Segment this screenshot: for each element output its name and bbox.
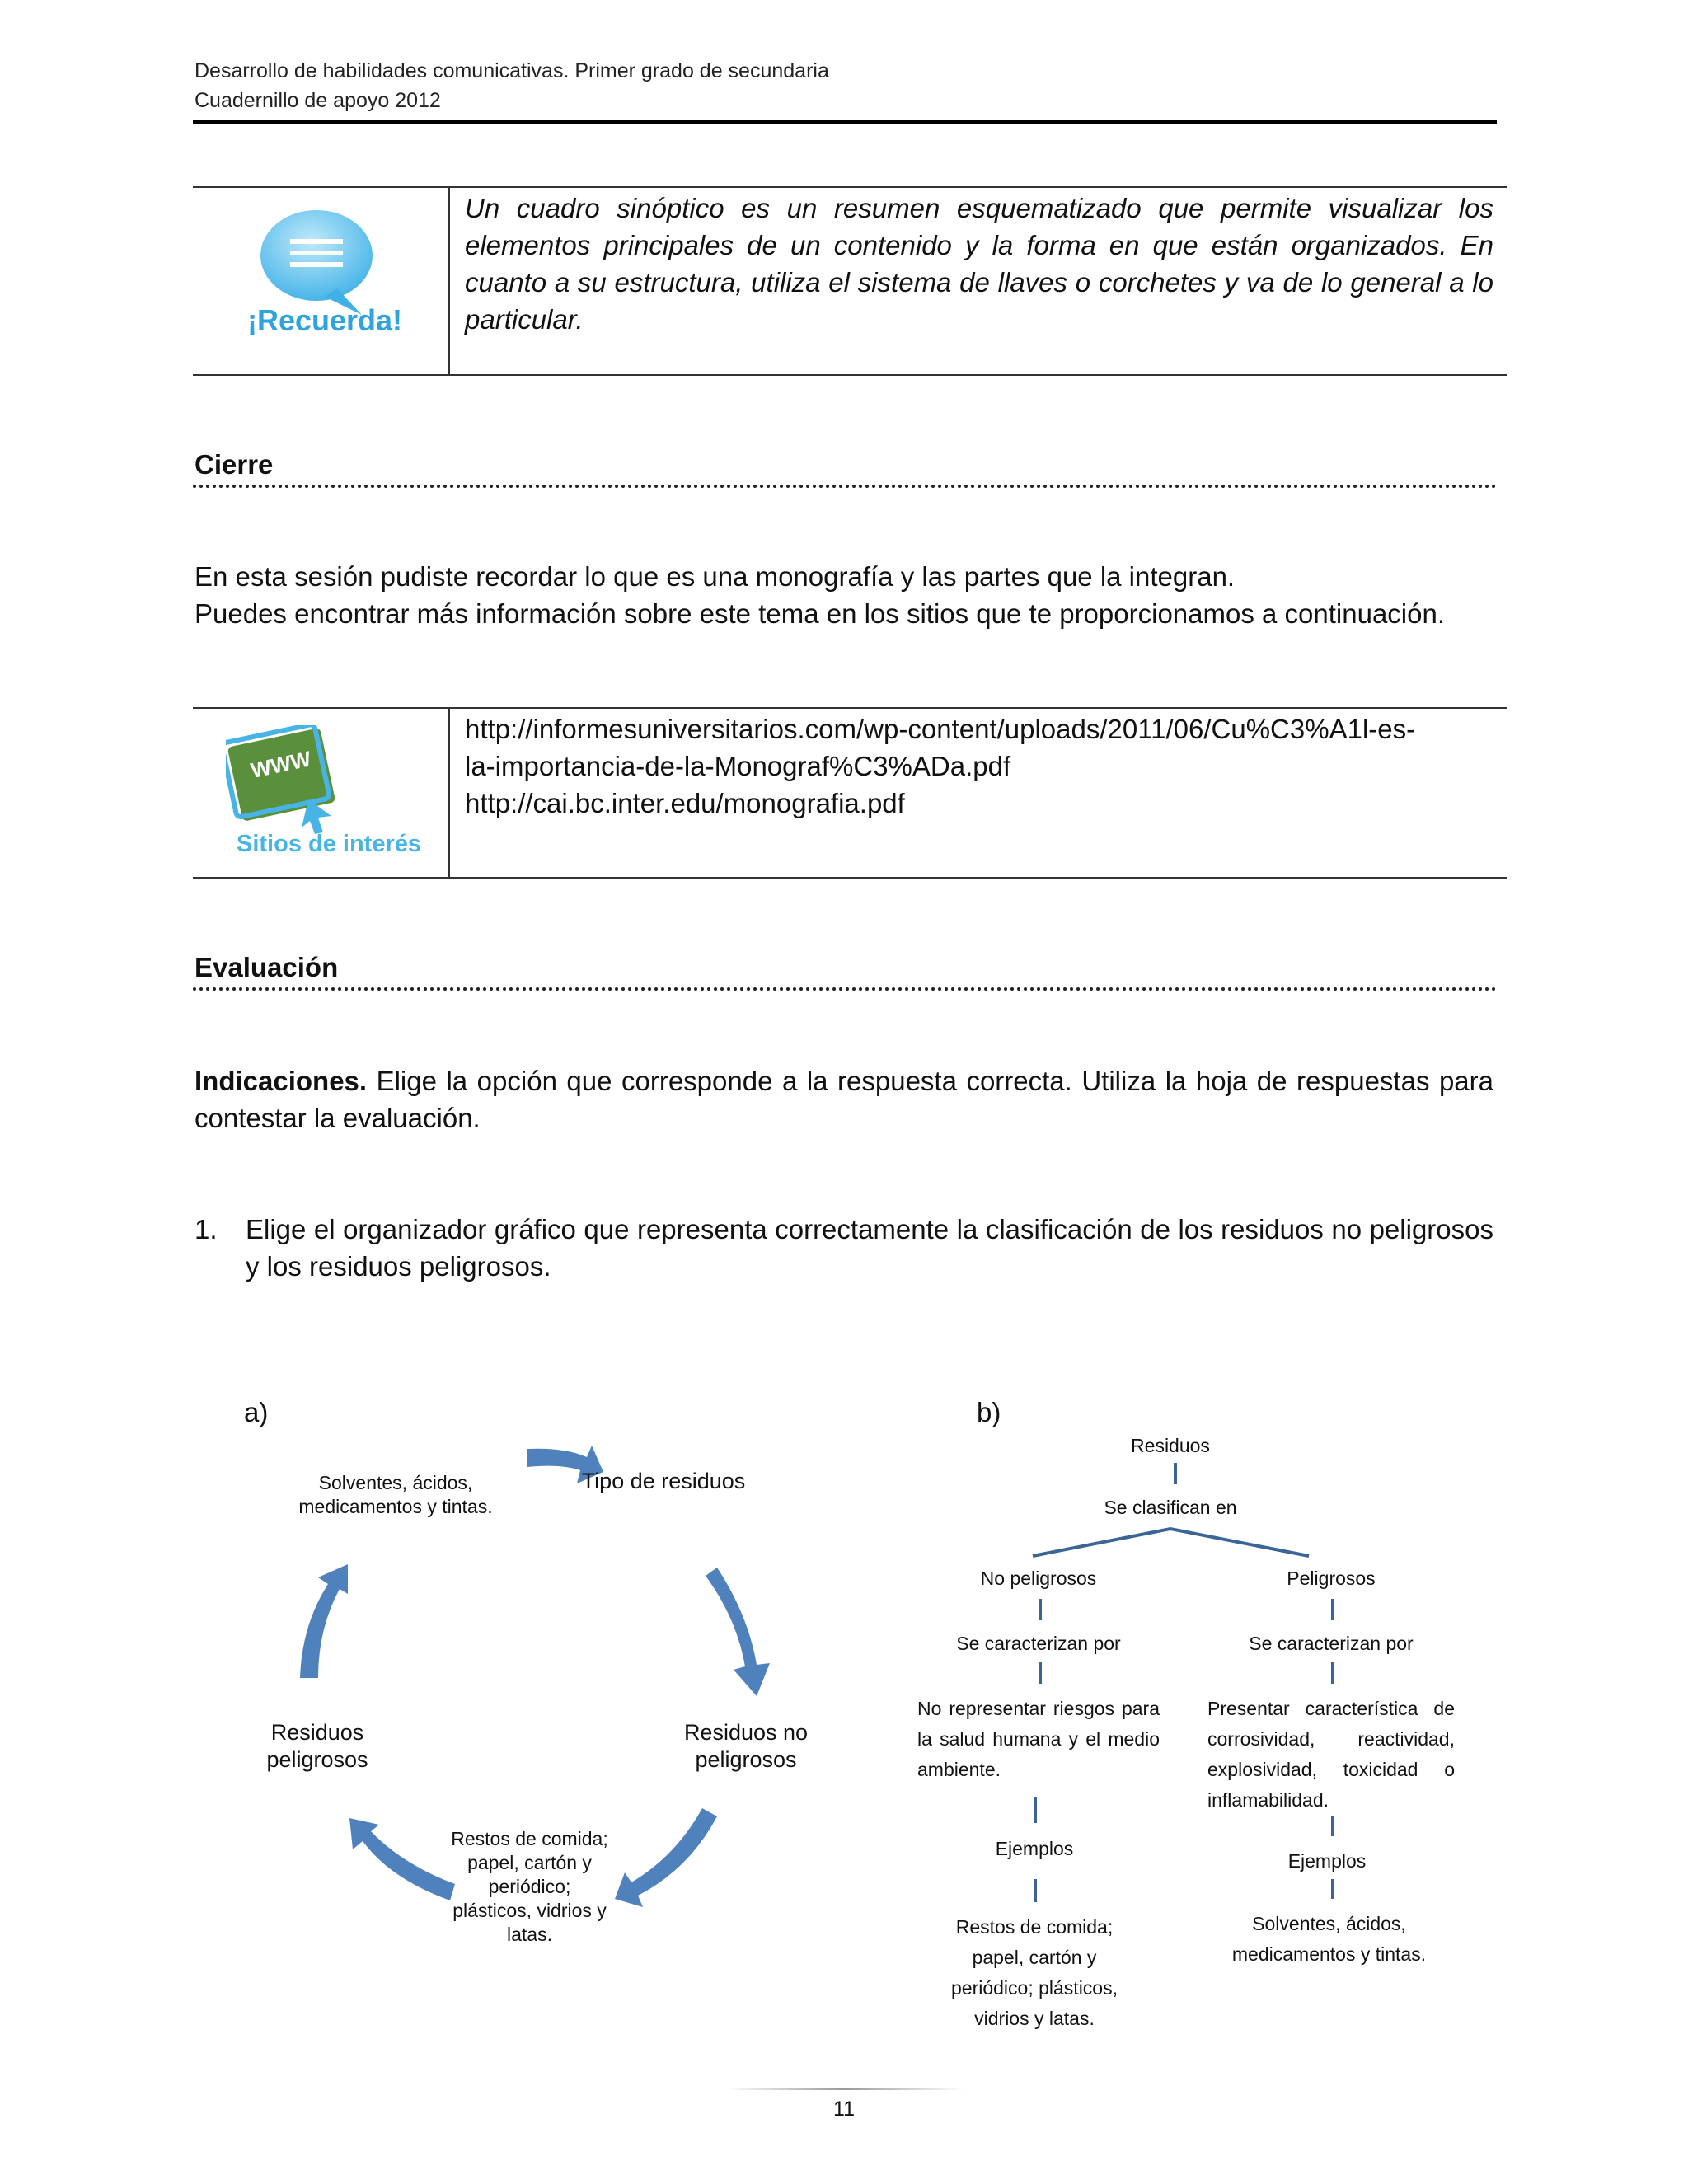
header-rule — [193, 120, 1497, 124]
recuerda-badge-cell — [193, 188, 450, 374]
header-subtitle: Cuadernillo de apoyo 2012 — [195, 89, 441, 112]
arrow-left — [300, 1564, 348, 1678]
tree-connector — [1039, 1662, 1042, 1684]
indicaciones-text: Elige la opción que corresponde a la respuesta correcta. Utiliza la hoja de respuestas para contestar la evaluación. — [195, 1066, 1493, 1133]
cierre-line-1: En esta sesión pudiste recordar lo que es una monografía y las partes que la integran. — [195, 561, 1236, 592]
evaluacion-divider — [193, 987, 1497, 991]
indicaciones — [195, 1062, 1493, 1137]
tree-root: Residuos — [1131, 1435, 1210, 1456]
option-a-label[interactable]: a) — [244, 1397, 269, 1427]
cycle-node-restos: Restos de comida; papel, cartón y periódico; plásticos, vidrios y latas. — [451, 1828, 608, 1945]
cierre-line-2: Puedes encontrar más información sobre este tema en los sitios que te proporcionamos a continuación. — [195, 598, 1446, 629]
link-informes-a[interactable]: http://informesuniversitarios.com/wp-content/uploads/2011/06/Cu%C3%A1l-es- — [465, 714, 1416, 744]
indicaciones-label: Indicaciones. — [195, 1066, 368, 1096]
option-b-label[interactable]: b) — [977, 1397, 1001, 1427]
tree-clasifican: Se clasifican en — [1104, 1497, 1237, 1518]
link-informes-b[interactable]: la-importancia-de-la-Monograf%C3%ADa.pdf — [465, 751, 1011, 781]
tree-desc-left: No representar riesgos para la salud humana y el medio ambiente. — [917, 1698, 1160, 1780]
sitios-label: Sitios de interés — [236, 831, 421, 857]
recuerda-box — [193, 186, 1507, 376]
recuerda-label: ¡Recuerda! — [246, 303, 403, 337]
tree-peligrosos: Peligrosos — [1287, 1568, 1376, 1589]
cycle-node-solventes: Solventes, ácidos, medicamentos y tintas. — [298, 1472, 493, 1517]
tree-connector — [1331, 1599, 1334, 1620]
tree-ejemplos-list-right: Solventes, ácidos, medicamentos y tintas. — [1231, 1913, 1427, 1965]
cierre-divider — [193, 485, 1497, 488]
www-label: WWW — [248, 746, 313, 783]
tree-connector — [1174, 1463, 1177, 1484]
arrow-right — [706, 1568, 770, 1696]
tree-connector — [1331, 1879, 1334, 1899]
footer-rule — [725, 2088, 964, 2090]
tree-branch-lines — [1030, 1525, 1319, 1562]
tree-ejemplos-list-left: Restos de comida; papel, cartón y periódico; plásticos, vidrios y latas. — [951, 1916, 1118, 2029]
cycle-node-peligrosos: Residuos peligrosos — [266, 1720, 368, 1772]
question-1 — [195, 1211, 1493, 1293]
sitios-box — [193, 707, 1507, 879]
arrow-bottom-left — [349, 1818, 455, 1900]
tree-connector — [1034, 1879, 1037, 1902]
page-number: 11 — [833, 2097, 855, 2121]
tree-connector — [1034, 1797, 1037, 1823]
cycle-node-no-peligrosos: Residuos no peligrosos — [683, 1720, 809, 1772]
tree-no-peligrosos: No peligrosos — [980, 1568, 1097, 1589]
tree-connector — [1039, 1599, 1042, 1620]
header-title: Desarrollo de habilidades comunicativas. Primer grado de secundaria — [195, 59, 829, 82]
question-number: 1. — [195, 1214, 218, 1244]
evaluacion-title: Evaluación — [195, 952, 339, 982]
cycle-node-tipo: Tipo de residuos — [581, 1469, 746, 1493]
sitios-badge-cell — [193, 709, 450, 877]
sitios-links — [465, 710, 1493, 822]
tree-connector — [1331, 1816, 1334, 1836]
www-board-icon — [226, 725, 341, 841]
arrow-bottom-right — [615, 1808, 717, 1907]
recuerda-text: Un cuadro sinóptico es un resumen esquematizado que permite visualizar los elementos principales de un contenido y la forma en que están organizados. En cuanto a su estructura, utiliza el sistema de llaves o corchetes y va de lo general a lo particular. — [465, 193, 1493, 335]
tree-connector — [1331, 1662, 1334, 1684]
question-text: Elige el organizador gráfico que representa correctamente la clasificación de los residuos no peligrosos y los residuos peligrosos. — [246, 1214, 1493, 1282]
tree-caracterizan-right: Se caracterizan por — [1249, 1633, 1414, 1654]
tree-ejemplos-right: Ejemplos — [1287, 1850, 1367, 1872]
tree-desc-right: Presentar característica de corrosividad, reactividad, explosividad, toxicidad o inflamabilidad. — [1207, 1698, 1455, 1811]
tree-caracterizan-left: Se caracterizan por — [956, 1633, 1121, 1654]
link-cai[interactable]: http://cai.bc.inter.edu/monografia.pdf — [465, 788, 905, 818]
tree-ejemplos-left: Ejemplos — [995, 1838, 1074, 1859]
cierre-title: Cierre — [195, 449, 274, 480]
